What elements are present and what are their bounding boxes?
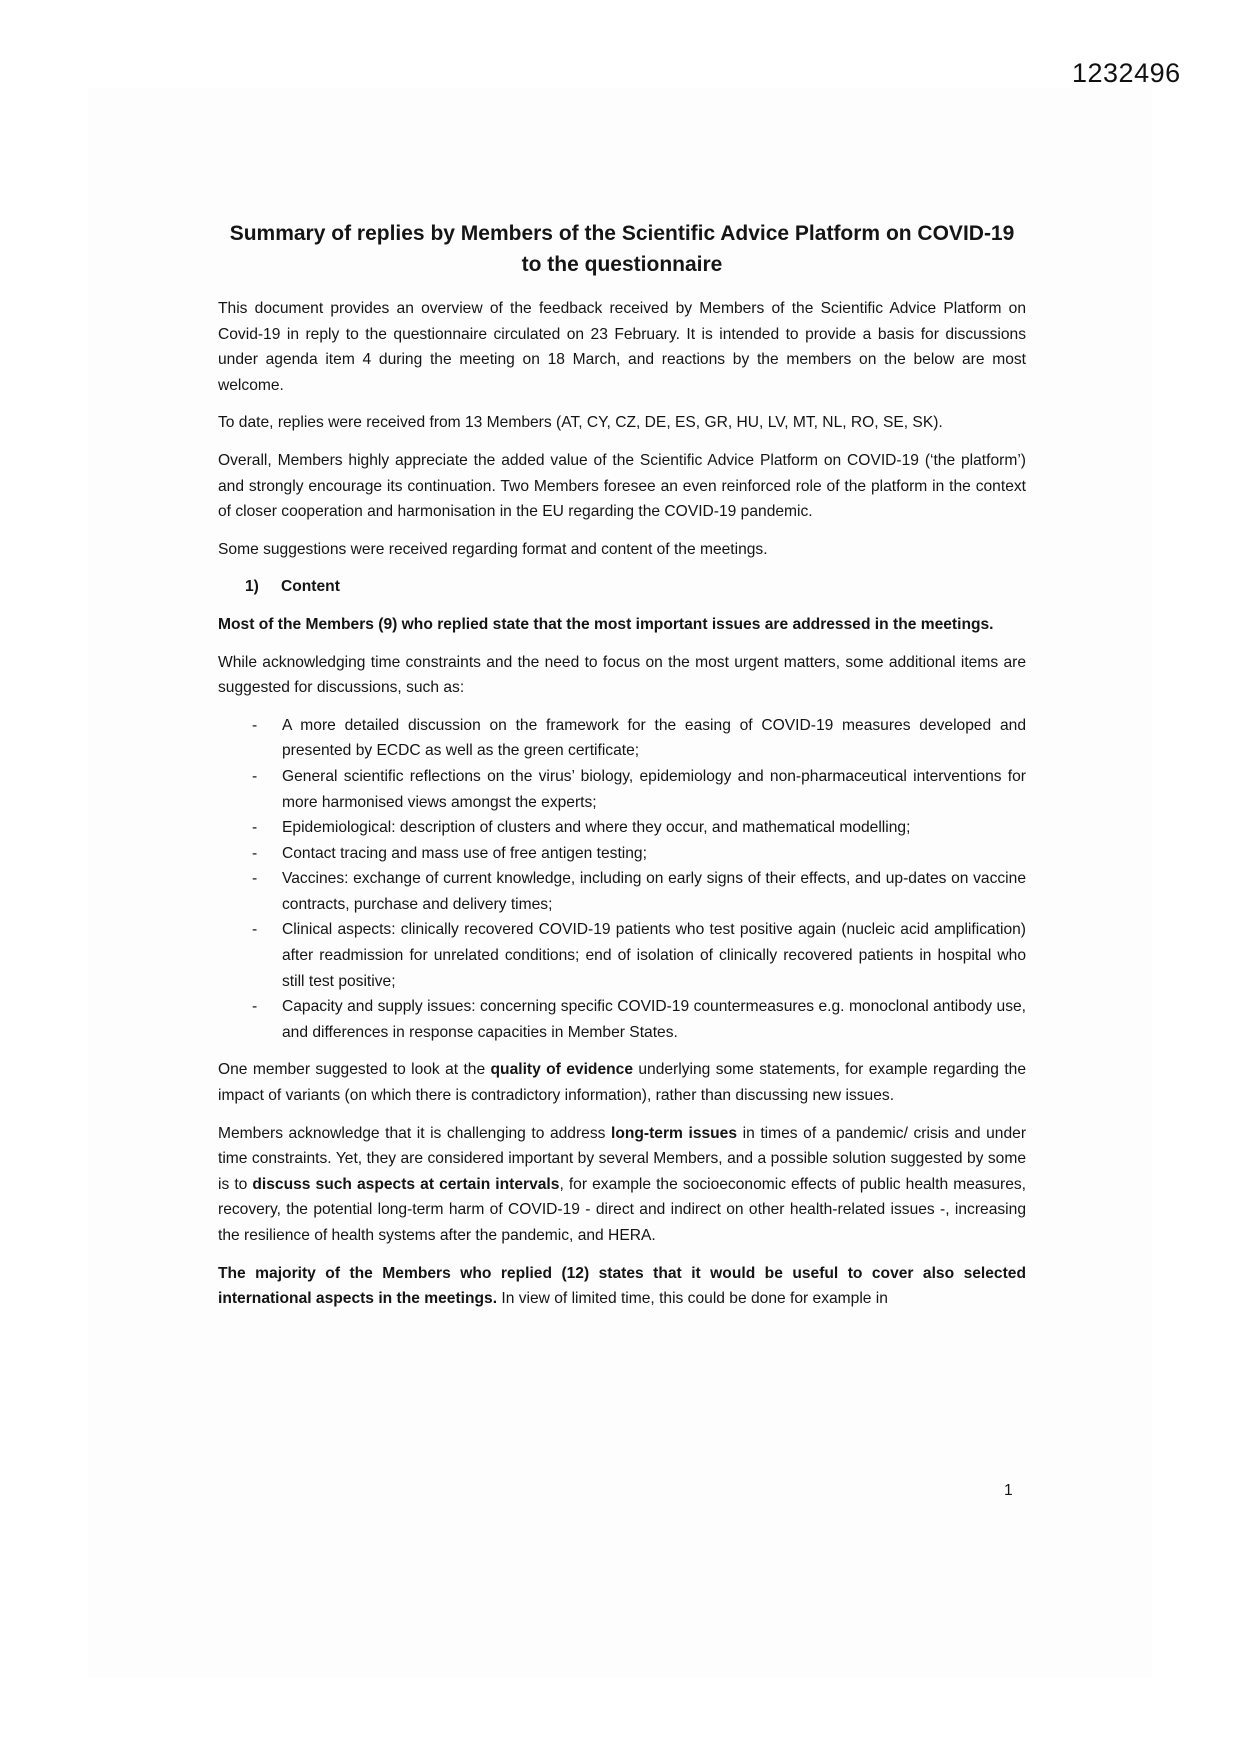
acknowledging-paragraph: While acknowledging time constraints and the need to focus on the most urgent matters, some additional items are suggested for discussions, such as: (218, 653, 1026, 697)
majority-text-post: In view of limited time, this could be done for example in (497, 1290, 888, 1308)
document-title: Summary of replies by Members of the Scientific Advice Platform on COVID-19 to the questionnaire (229, 222, 1015, 276)
list-item-text: Capacity and supply issues: concerning specific COVID-19 countermeasures e.g. monoclonal antibody use, and differences in response capacities in Member States. (282, 998, 1026, 1041)
list-item (218, 815, 1026, 841)
page-number: 1 (1004, 1482, 1013, 1499)
section-number: 1) (245, 578, 259, 596)
most-members-bold: Most of the Members (9) who replied state that the most important issues are addressed in the meetings. (218, 615, 994, 633)
list-item-text: A more detailed discussion on the framework for the easing of COVID-19 measures developed and presented by ECDC as well as the green certificate; (282, 716, 1026, 760)
long-term-paragraph (218, 1121, 1026, 1249)
list-item (218, 866, 1026, 917)
bullet-dash: - (252, 819, 258, 837)
list-item-text: Clinical aspects: clinically recovered COVID-19 patients who test positive again (nucleic acid amplification) after readmission for unrelated conditions; end of isolation of clinically recovered patients in hospital who still test positive; (282, 921, 1026, 990)
list-item-text: Contact tracing and mass use of free antigen testing; (282, 844, 647, 862)
list-item (218, 713, 1026, 764)
quality-paragraph (218, 1057, 1026, 1108)
document-id: 1232496 (1072, 58, 1181, 88)
majority-text-bold: The majority of the Members who replied (12) states that it would be useful to cover also selected international aspects in the meetings. (218, 1264, 1026, 1308)
quality-text-bold: quality of evidence (490, 1061, 633, 1079)
list-item-text: Vaccines: exchange of current knowledge, including on early signs of their effects, and up-dates on vaccine contracts, purchase and delivery times; (282, 870, 1026, 913)
quality-text-pre: One member suggested to look at the (218, 1061, 491, 1079)
list-item (218, 764, 1026, 815)
longterm-text-mid: in times of a pandemic/ crisis and under time constraints. Yet, they are considered important by several Members, and a possible solution suggested by some is to (218, 1124, 1027, 1193)
suggestions-paragraph: Some suggestions were received regarding format and content of the meetings. (218, 540, 768, 558)
quality-text-post: underlying some statements, for example regarding the impact of variants (on which there is contradictory information), rather than discussing new issues. (218, 1061, 1026, 1105)
longterm-text-bold2: discuss such aspects at certain intervals (252, 1175, 560, 1193)
bullet-dash: - (252, 870, 258, 888)
bullet-dash: - (252, 767, 258, 785)
list-item (218, 994, 1026, 1045)
bullet-dash: - (252, 844, 258, 862)
overall-paragraph: Overall, Members highly appreciate the added value of the Scientific Advice Platform on COVID-19 (‘the platform’) and strongly encourage its continuation. Two Members foresee an even reinforced role of the platform in the context of closer cooperation and harmonisation in the EU regarding the COVID-19 pandemic. (218, 451, 1026, 521)
section-title: Content (281, 578, 340, 596)
bullet-dash: - (252, 716, 258, 734)
bullet-dash: - (252, 921, 258, 939)
replies-paragraph: To date, replies were received from 13 Members (AT, CY, CZ, DE, ES, GR, HU, LV, MT, NL, RO, SE, SK). (218, 414, 943, 432)
list-item-text: General scientific reflections on the virus’ biology, epidemiology and non-pharmaceutical interventions for more harmonised views amongst the experts; (282, 767, 1026, 811)
intro-paragraph: This document provides an overview of the feedback received by Members of the Scientific Advice Platform on Covid-19 in reply to the questionnaire circulated on 23 February. It is intended to provide a basis for discussions under agenda item 4 during the meeting on 18 March, and reactions by the members on the below are most welcome. (218, 300, 1026, 394)
suggested-items-list (218, 713, 1026, 1046)
longterm-text-post: , for example the socioeconomic effects of public health measures, recovery, the potential long-term harm of COVID-19 - direct and indirect on other health-related issues -, increasing the resilience of health systems after the pandemic, and HERA. (218, 1175, 1026, 1244)
longterm-text-bold1: long-term issues (611, 1124, 738, 1142)
list-item (218, 917, 1026, 994)
bullet-dash: - (252, 998, 258, 1016)
longterm-text-pre: Members acknowledge that it is challenging to address (218, 1124, 612, 1142)
majority-paragraph (218, 1261, 1026, 1312)
list-item (218, 841, 1026, 867)
list-item-text: Epidemiological: description of clusters and where they occur, and mathematical modelling; (282, 819, 911, 837)
document-body (218, 218, 1026, 1324)
most-members-paragraph (218, 612, 1026, 638)
section-heading (218, 574, 1026, 600)
